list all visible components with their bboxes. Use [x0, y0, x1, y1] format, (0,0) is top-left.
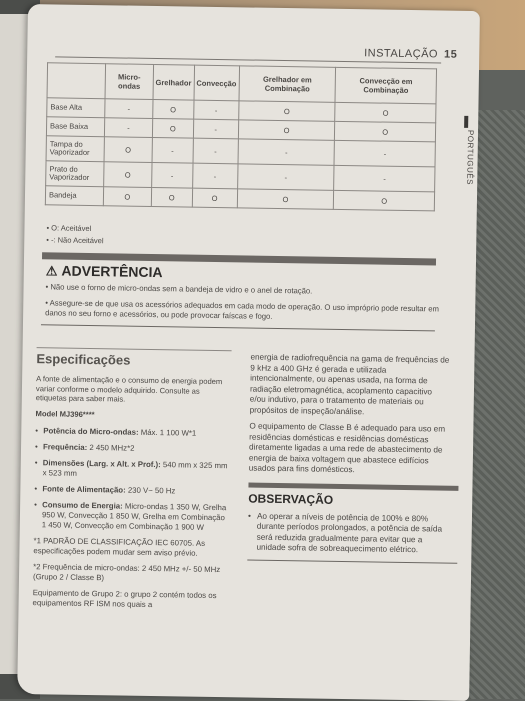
table-header-cell: Grelhador em Combinação — [239, 66, 336, 103]
paragraph: O equipamento de Classe B é adequado para uso em residências domésticas e residências domésticas diretamente ligadas a uma rede de abastecimento de energia de baixa voltagem que abastece edifícios usados para fins domésticos. — [248, 421, 446, 475]
table-header-cell: Convecção em Combinação — [335, 67, 436, 104]
table-cell: O — [103, 187, 151, 207]
table-cell: - — [193, 119, 238, 139]
warning-icon: ⚠ — [45, 263, 58, 279]
table-cell: O — [238, 101, 335, 122]
table-cell: - — [192, 163, 237, 189]
footnote: *1 PADRÃO DE CLASSIFICAÇÃO IEC 60705. As especificações podem mudar sem aviso prévio. — [33, 535, 206, 558]
warning-list — [45, 282, 446, 330]
table-cell: O — [104, 137, 152, 163]
spec-item: • Frequência: 2 450 MHz*2 — [35, 442, 230, 455]
table-cell: - — [334, 140, 435, 167]
row-label: Tampa do Vaporizador — [46, 136, 104, 162]
note-title: OBSERVAÇÃO — [248, 491, 334, 507]
note-rule — [247, 559, 457, 563]
row-label: Prato do Vaporizador — [46, 161, 104, 187]
table-cell: O — [237, 189, 334, 210]
table-cell: O — [335, 121, 436, 142]
language-tab-label: PORTUGUÊS — [465, 129, 476, 186]
table-cell: - — [237, 164, 334, 191]
right-column — [247, 353, 450, 564]
table-legend — [46, 222, 104, 247]
table-header-cell: Grelhador — [153, 64, 194, 100]
section-title: INSTALAÇÃO — [364, 47, 439, 61]
table-cell: - — [104, 118, 152, 138]
footnote: *2 Frequência de micro-ondas: 2 450 MHz +/- 50 MHz (Grupo 2 / Classe B) — [32, 561, 221, 582]
table-header-cell: Micro-ondas — [105, 64, 153, 100]
spec-item: • Potência do Micro-ondas: Máx. 1 100 W*1 — [35, 426, 230, 439]
table-header-cell: Convecção — [194, 65, 240, 101]
table-cell: O — [335, 102, 436, 123]
paragraph: energia de radiofrequência na gama de frequências de 9 kHz a 400 GHz é gerada e utilizada intencionalmente, ou apenas usada, na forma de radiação eletromagnética, acoplamento capacitivo e/ou indutivo, para o tratamento de materiais ou propósitos de inspeção/análise. — [249, 352, 450, 416]
spec-item: • Fonte de Alimentação: 230 V~ 50 Hz — [34, 484, 229, 497]
table-cell: O — [152, 118, 193, 138]
row-label: Bandeja — [45, 186, 103, 206]
specifications-title: Especificações — [36, 347, 231, 369]
language-tab-marker — [464, 116, 468, 128]
legend-item: • -: Não Aceitável — [46, 235, 104, 246]
table-cell: O — [192, 188, 237, 208]
warning-heading — [46, 262, 163, 281]
page-number: 15 — [443, 48, 458, 61]
table-cell: - — [238, 139, 335, 166]
table-cell: O — [153, 99, 194, 119]
warning-title: ADVERTÊNCIA — [61, 262, 163, 281]
specifications-column — [32, 347, 231, 617]
language-tab — [463, 116, 481, 226]
manual-page — [17, 4, 480, 701]
row-label: Base Alta — [47, 98, 105, 118]
table-cell: - — [152, 137, 193, 163]
table-cell: O — [334, 190, 435, 211]
row-label: Base Baixa — [46, 117, 104, 137]
spec-item: • Dimensões (Larg. x Alt. x Prof.): 540 mm x 325 mm x 523 mm — [35, 458, 230, 481]
legend-item: • O: Aceitável — [46, 223, 92, 234]
specifications-intro: A fonte de alimentação e o consumo de energia podem variar conforme o modelo adquirido. Consulte as etiquetas para saber mais. — [35, 374, 223, 404]
table-cell: - — [193, 138, 238, 164]
table-cell: O — [238, 120, 335, 141]
page-header — [364, 47, 457, 60]
table-cell: - — [105, 99, 153, 119]
table-cell: - — [151, 162, 192, 188]
table-header-cell — [47, 63, 106, 99]
table-cell: - — [193, 100, 238, 120]
model-number: Model MJ396**** — [35, 408, 95, 419]
note-item: • Ao operar a níveis de potência de 100% e 80% durante períodos prolongados, a potência de saída será reduzida gradualmente para evitar que a unidade sofra de sobreaquecimento elétrico. — [247, 511, 448, 556]
warning-item: • Assegure-se de que usa os acessórios adequados em cada modo de operação. O uso impróprio pode resultar em danos no seu forno e acessórios, ou pode provocar faíscas e fogo. — [45, 297, 440, 321]
accessories-table — [45, 62, 437, 211]
warning-item: • Não use o forno de micro-ondas sem a bandeja de vidro e o anel de rotação. — [45, 282, 313, 296]
table-cell: O — [104, 162, 152, 188]
footnote: Equipamento de Grupo 2: o grupo 2 contém todos os equipamentos RF ISM nos quais a — [32, 587, 217, 609]
table-cell: O — [151, 187, 192, 207]
spec-item: • Consumo de Energia: Micro-ondas 1 350 W, Grelha 950 W, Convecção 1 850 W, Grelha em Combinação 1 450 W, Convecção em Combinação 1 900 W — [34, 500, 229, 533]
table-cell: - — [334, 165, 435, 192]
note-bar — [248, 482, 458, 490]
